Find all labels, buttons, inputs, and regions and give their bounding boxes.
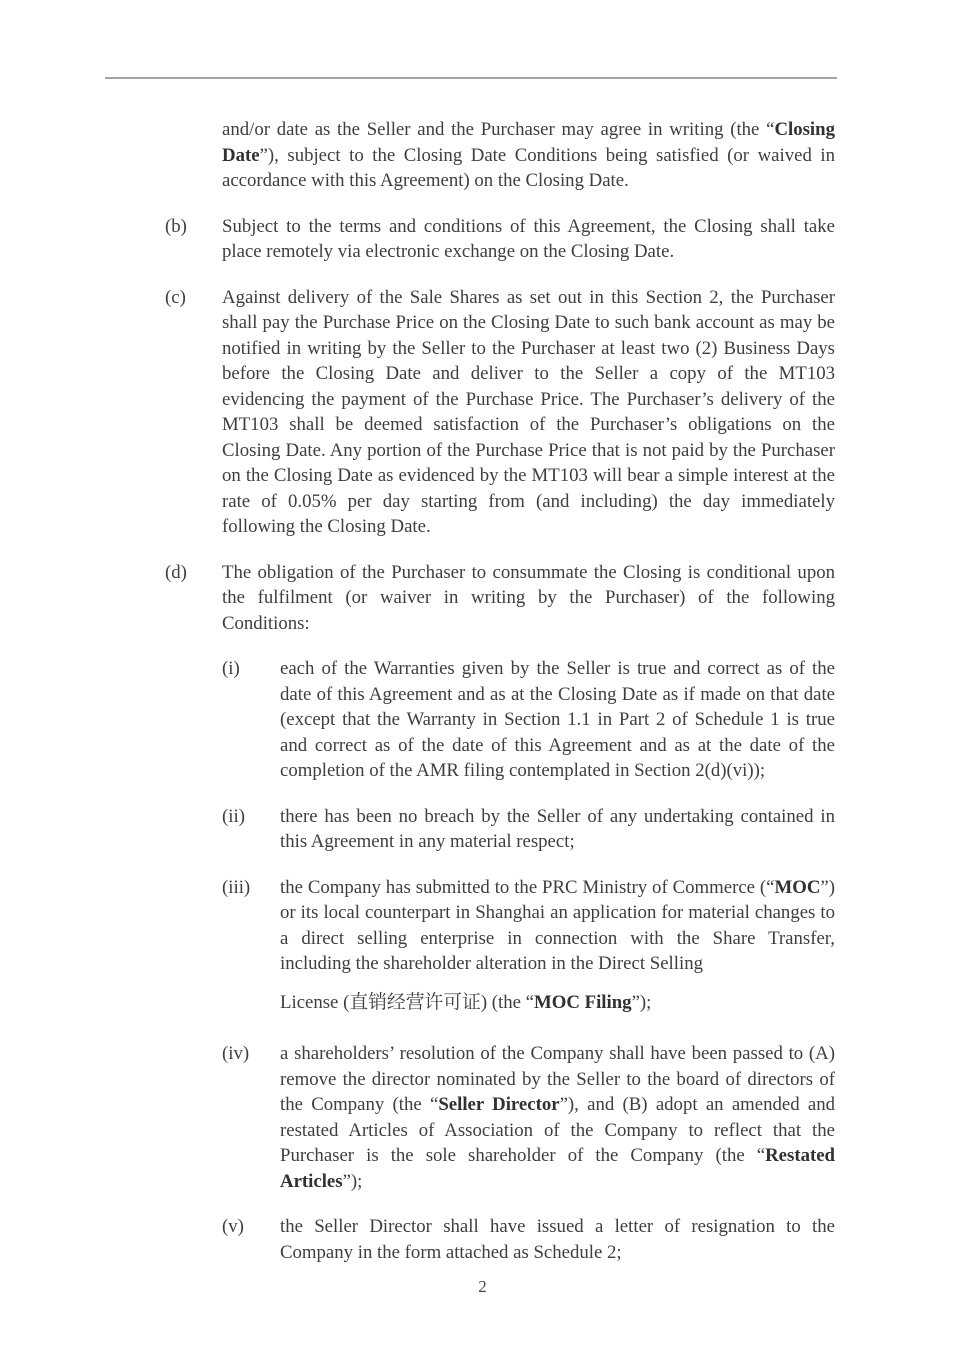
text-run: and/or date as the Seller and the Purchaser may agree in writing (the “ bbox=[222, 119, 775, 140]
text-run: the Company has submitted to the PRC Ministry of Commerce (“ bbox=[280, 876, 775, 898]
text-run: ”); bbox=[342, 1170, 363, 1192]
document-content bbox=[165, 117, 835, 1265]
subitem-iv bbox=[222, 1041, 835, 1194]
item-d-body bbox=[222, 560, 835, 637]
item-c-body bbox=[222, 285, 835, 540]
item-b-marker: (b) bbox=[165, 215, 187, 237]
text-run: ”), and (B) adopt an amended and restated Articles of Association of the Company to reflect that the Purchaser is the sole shareholder of the Company (the “ bbox=[280, 1094, 835, 1166]
text-run: the Seller Director shall have issued a letter of resignation to the Company in the form attached as Schedule 2; bbox=[280, 1216, 835, 1263]
subitem-iv-marker: (iv) bbox=[222, 1043, 250, 1064]
item-d bbox=[165, 560, 835, 637]
subitem-iii bbox=[222, 875, 835, 1016]
conditions-sublist bbox=[222, 656, 835, 1265]
subitem-iii-marker: (iii) bbox=[222, 876, 251, 898]
item-b-body bbox=[222, 214, 835, 265]
subitem-i bbox=[222, 656, 835, 784]
bold-term: Seller Director bbox=[438, 1094, 560, 1115]
header-rule bbox=[105, 77, 837, 79]
text-run: ”), subject to the Closing Date Conditions being satisfied (or waived in accordance with this Agreement) on the Closing Date. bbox=[222, 144, 835, 191]
bold-term: MOC bbox=[774, 876, 821, 898]
item-c-marker: (c) bbox=[165, 286, 186, 308]
text-block bbox=[280, 656, 835, 784]
subitem-ii bbox=[222, 804, 835, 855]
text-run: ”); bbox=[631, 991, 652, 1013]
page-number: 2 bbox=[478, 1277, 487, 1296]
text-run: ”) or its local counterpart in Shanghai an application for material changes to a direct selling enterprise in connection with the Share Transfer, including the shareholder alteration in the Direct Selling bbox=[280, 876, 835, 974]
bold-term: MOC Filing bbox=[534, 991, 632, 1013]
subitem-ii-body bbox=[280, 804, 835, 855]
bold-term: Restated Articles bbox=[280, 1145, 835, 1192]
text-run: The obligation of the Purchaser to consummate the Closing is conditional upon the fulfilment (or waiver in writing by the Purchaser) of the following Conditions: bbox=[222, 561, 835, 634]
text-run: License (直销经营许可证) (the “ bbox=[280, 991, 534, 1013]
text-run: each of the Warranties given by the Seller is true and correct as of the date of this Agreement and as at the Closing Date as if made on that date (except that the Warranty in Section 1.1 in Part 2 of Schedule 1 is true and correct as of the date of this Agreement and as at the date of the completion of the AMR filing contemplated in Section 2(d)(vi)); bbox=[280, 658, 835, 781]
subitem-v-marker: (v) bbox=[222, 1216, 244, 1237]
paragraph-marker bbox=[165, 117, 222, 194]
text-block bbox=[280, 1041, 835, 1194]
text-block bbox=[280, 1214, 835, 1265]
text-block bbox=[280, 875, 835, 977]
text-block bbox=[280, 804, 835, 855]
item-c bbox=[165, 285, 835, 540]
text-block bbox=[222, 117, 835, 194]
text-run: Subject to the terms and conditions of this Agreement, the Closing shall take place remotely via electronic exchange on the Closing Date. bbox=[222, 215, 835, 262]
subitem-i-body bbox=[280, 656, 835, 784]
item-d-marker: (d) bbox=[165, 561, 187, 583]
subitem-v bbox=[222, 1214, 835, 1265]
subitem-iv-body bbox=[280, 1041, 835, 1194]
item-b bbox=[165, 214, 835, 265]
paragraph-body bbox=[222, 117, 835, 194]
subitem-iii-body bbox=[280, 875, 835, 1016]
bold-term: Closing Date bbox=[222, 119, 835, 166]
text-block bbox=[222, 214, 835, 265]
text-block bbox=[222, 560, 835, 637]
text-block-license-line bbox=[280, 990, 835, 1016]
text-run: there has been no breach by the Seller of any undertaking contained in this Agreement in any material respect; bbox=[280, 805, 835, 852]
text-run: Against delivery of the Sale Shares as set out in this Section 2, the Purchaser shall pay the Purchase Price on the Closing Date to such bank account as may be notified in writing by the Seller to the Purchaser at least two (2) Business Days before the Closing Date and deliver to the Seller a copy of the MT103 evidencing the payment of the Purchase Price. The Purchaser’s delivery of the MT103 shall be deemed satisfaction of the Purchaser’s obligations on the Closing Date. Any portion of the Purchase Price that is not paid by the Purchaser on the Closing Date as evidenced by the MT103 will bear a simple interest at the rate of 0.05% per day starting from (and including) the day immediately following the Closing Date. bbox=[222, 286, 835, 537]
text-run: a shareholders’ resolution of the Company shall have been passed to (A) remove the director nominated by the Seller to the board of directors of the Company (the “ bbox=[280, 1043, 835, 1115]
subitem-i-marker: (i) bbox=[222, 658, 240, 679]
subitem-v-body bbox=[280, 1214, 835, 1265]
intro-paragraph bbox=[165, 117, 835, 194]
text-block bbox=[222, 285, 835, 540]
subitem-ii-marker: (ii) bbox=[222, 805, 245, 827]
